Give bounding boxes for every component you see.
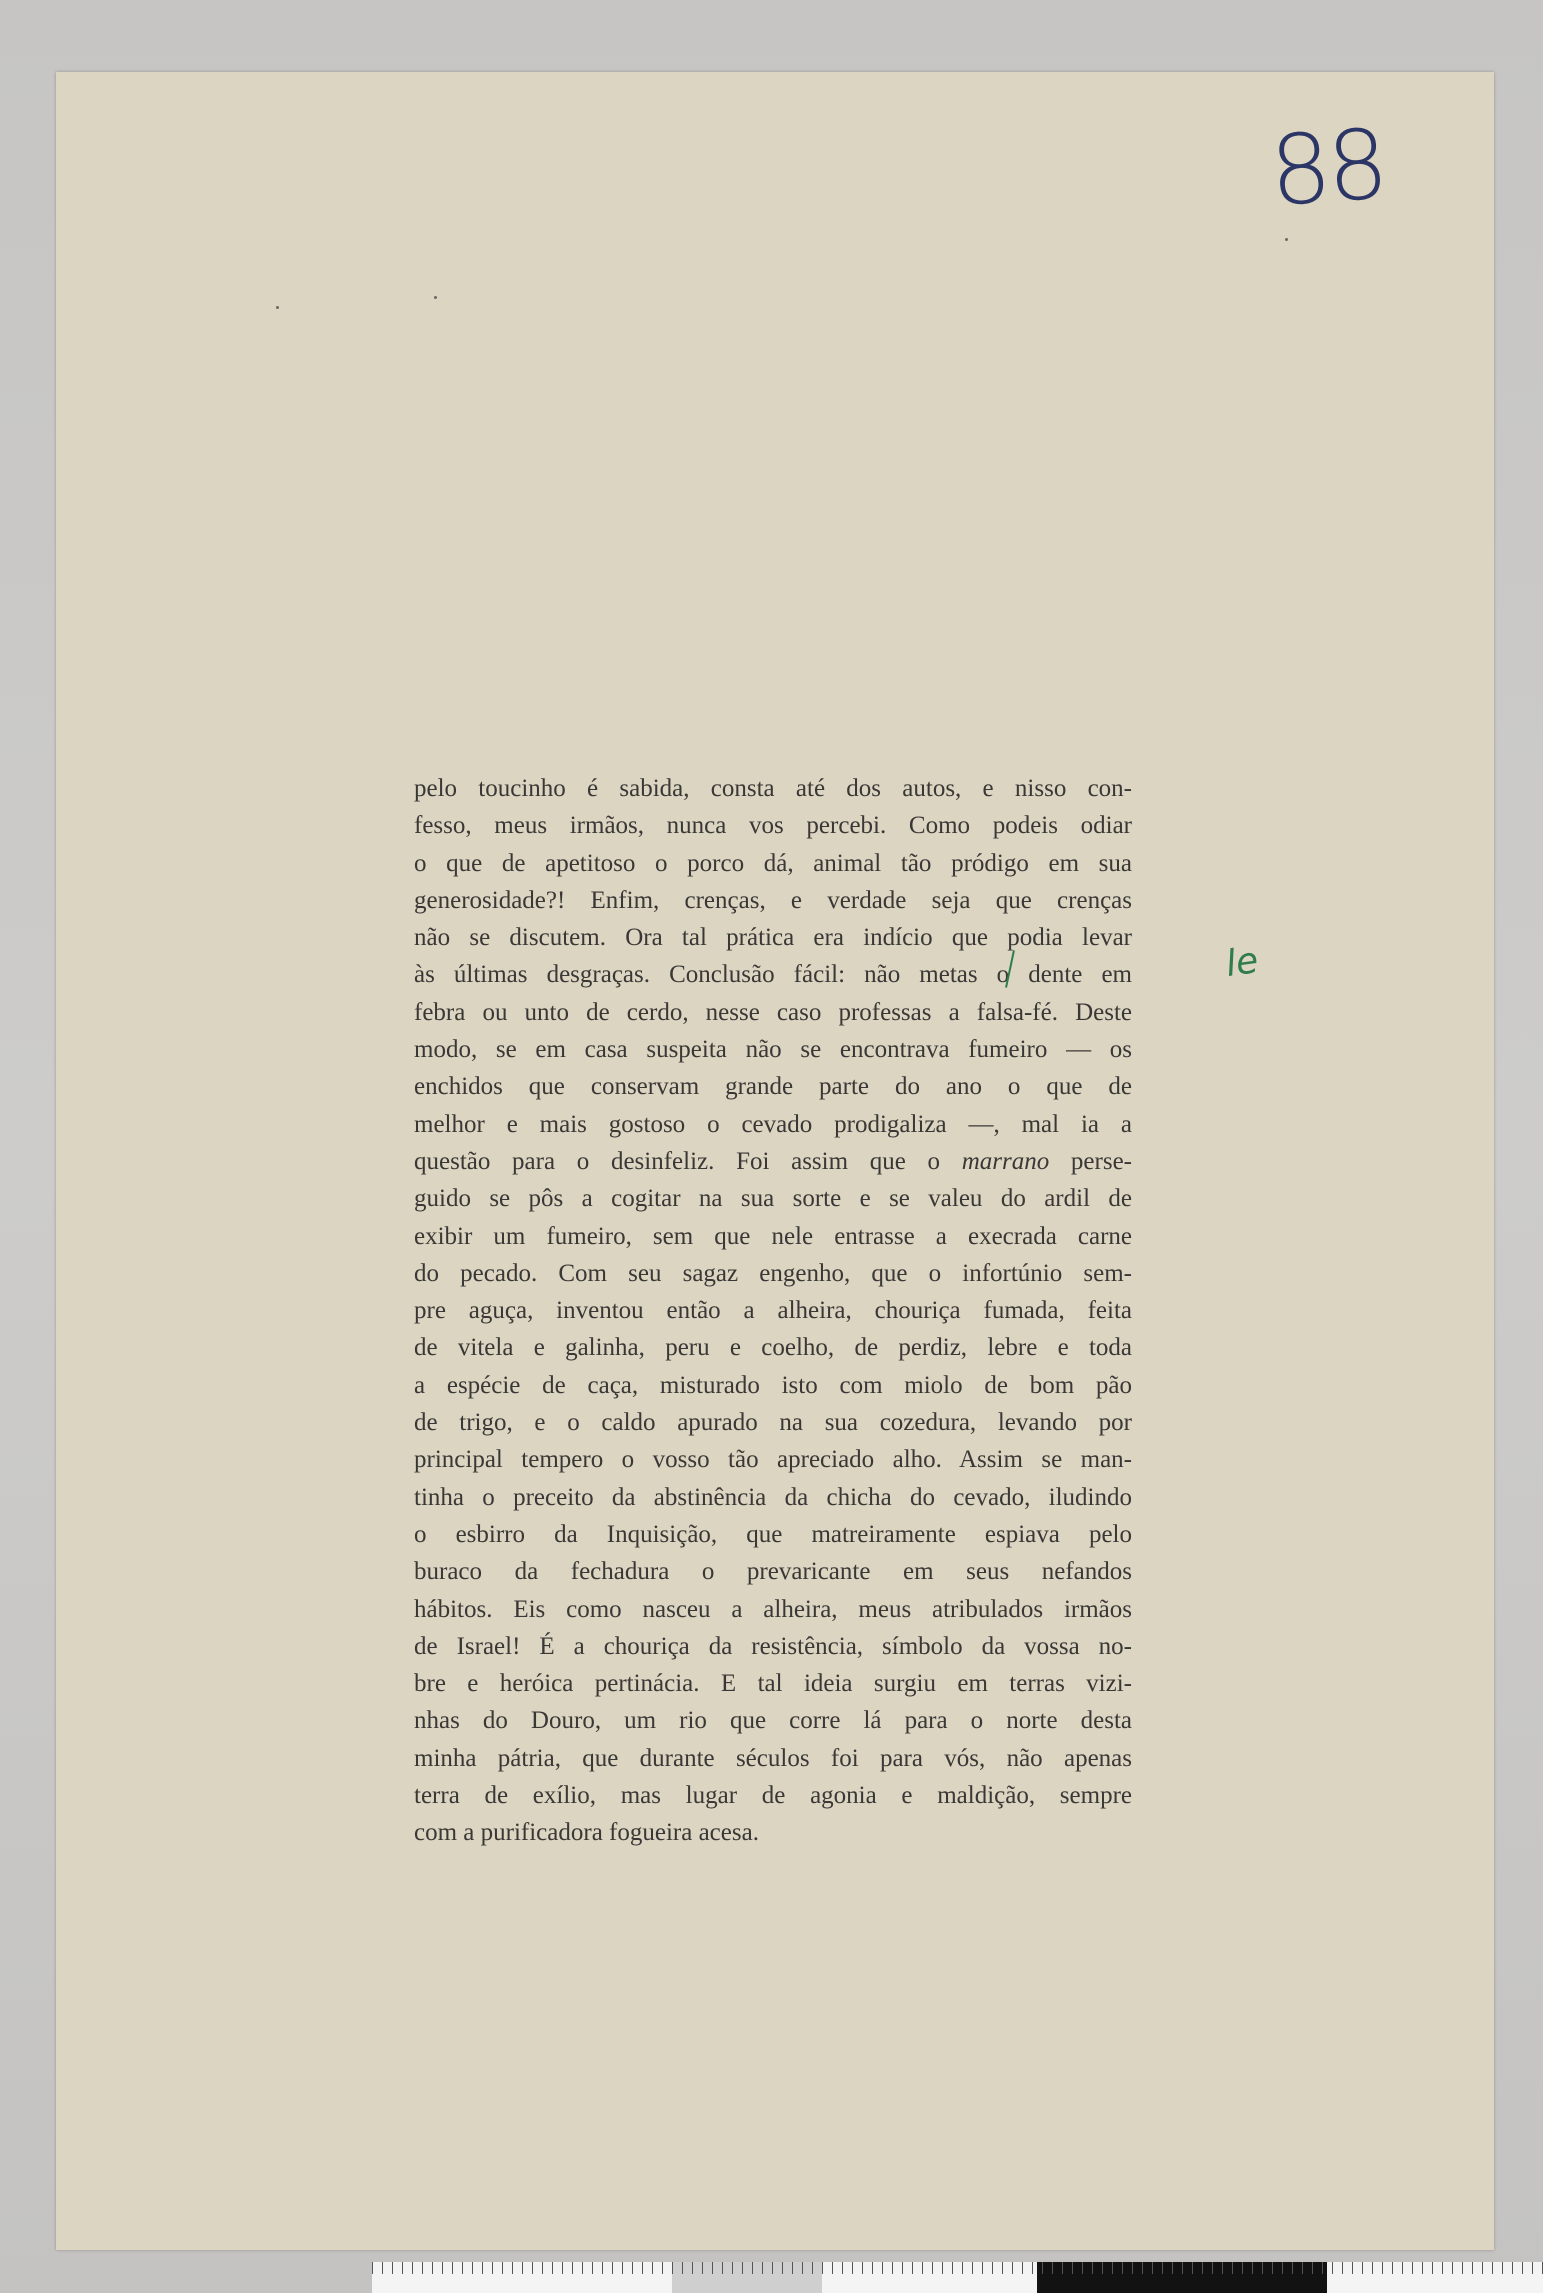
handwritten-page-number: 88: [1266, 108, 1388, 228]
margin-note: le: [1223, 939, 1261, 986]
paper-speck: [1285, 238, 1288, 241]
text-line: fesso, meus irmãos, nunca vos percebi. Como podeis odiar: [414, 812, 1132, 840]
text-line: pre aguça, inventou então a alheira, chouriça fumada, feita: [414, 1297, 1132, 1325]
paper-speck: [276, 306, 279, 309]
text-segment: questão para o desinfeliz. Foi assim que o: [414, 1147, 962, 1175]
text-line: o que de apetitoso o porco dá, animal tão pródigo em sua: [414, 849, 1132, 877]
text-line: melhor e mais gostoso o cevado prodigaliza —, mal ia a: [414, 1110, 1132, 1138]
text-line: tinha o preceito da abstinência da chicha do cevado, iludindo: [414, 1483, 1132, 1511]
text-line: guido se pôs a cogitar na sua sorte e se valeu do ardil de: [414, 1185, 1132, 1213]
text-line: terra de exílio, mas lugar de agonia e maldição, sempre: [414, 1782, 1132, 1810]
text-line: nhas do Douro, um rio que corre lá para o norte desta: [414, 1707, 1132, 1735]
text-line: principal tempero o vosso tão apreciado alho. Assim se man-: [414, 1446, 1132, 1474]
body-text: [414, 770, 1132, 1852]
text-line: generosidade?! Enfim, crenças, e verdade seja que crenças: [414, 886, 1132, 914]
text-line: minha pátria, que durante séculos foi para vós, não apenas: [414, 1744, 1132, 1772]
text-line: enchidos que conservam grande parte do ano o que de: [414, 1073, 1132, 1101]
italic-word: marrano: [961, 1147, 1050, 1175]
text-line: exibir um fumeiro, sem que nele entrasse a execrada carne: [414, 1222, 1132, 1250]
text-line: a espécie de caça, misturado isto com miolo de bom pão: [414, 1371, 1132, 1399]
text-line: pelo toucinho é sabida, consta até dos autos, e nisso con-: [414, 775, 1132, 802]
paper-speck: [434, 296, 437, 299]
text-line: com a purificadora fogueira acesa.: [414, 1819, 759, 1847]
ruler-ticks: [372, 2262, 1543, 2274]
text-line-with-italic: [414, 1143, 1132, 1180]
text-line: febra ou unto de cerdo, nesse caso professas a falsa-fé. Deste: [414, 998, 1132, 1026]
text-line: o esbirro da Inquisição, que matreiramente espiava pelo: [414, 1520, 1132, 1548]
text-segment: perse-: [1049, 1147, 1132, 1175]
text-line: hábitos. Eis como nasceu a alheira, meus atribulados irmãos: [414, 1595, 1132, 1623]
text-line: buraco da fechadura o prevaricante em seus nefandos: [414, 1558, 1132, 1586]
text-line: bre e heróica pertinácia. E tal ideia surgiu em terras vizi-: [414, 1670, 1132, 1698]
text-line: de vitela e galinha, peru e coelho, de perdiz, lebre e toda: [414, 1334, 1132, 1362]
scale-ruler: [372, 2262, 1543, 2293]
text-line: do pecado. Com seu sagaz engenho, que o infortúnio sem-: [414, 1259, 1132, 1287]
text-line: não se discutem. Ora tal prática era indício que podia levar: [414, 924, 1132, 952]
text-line: de Israel! É a chouriça da resistência, símbolo da vossa no-: [414, 1632, 1132, 1660]
text-line: às últimas desgraças. Conclusão fácil: não metas o dente em: [414, 961, 1132, 989]
text-line: modo, se em casa suspeita não se encontrava fumeiro — os: [414, 1036, 1132, 1064]
text-line: de trigo, e o caldo apurado na sua cozedura, levando por: [414, 1409, 1132, 1437]
